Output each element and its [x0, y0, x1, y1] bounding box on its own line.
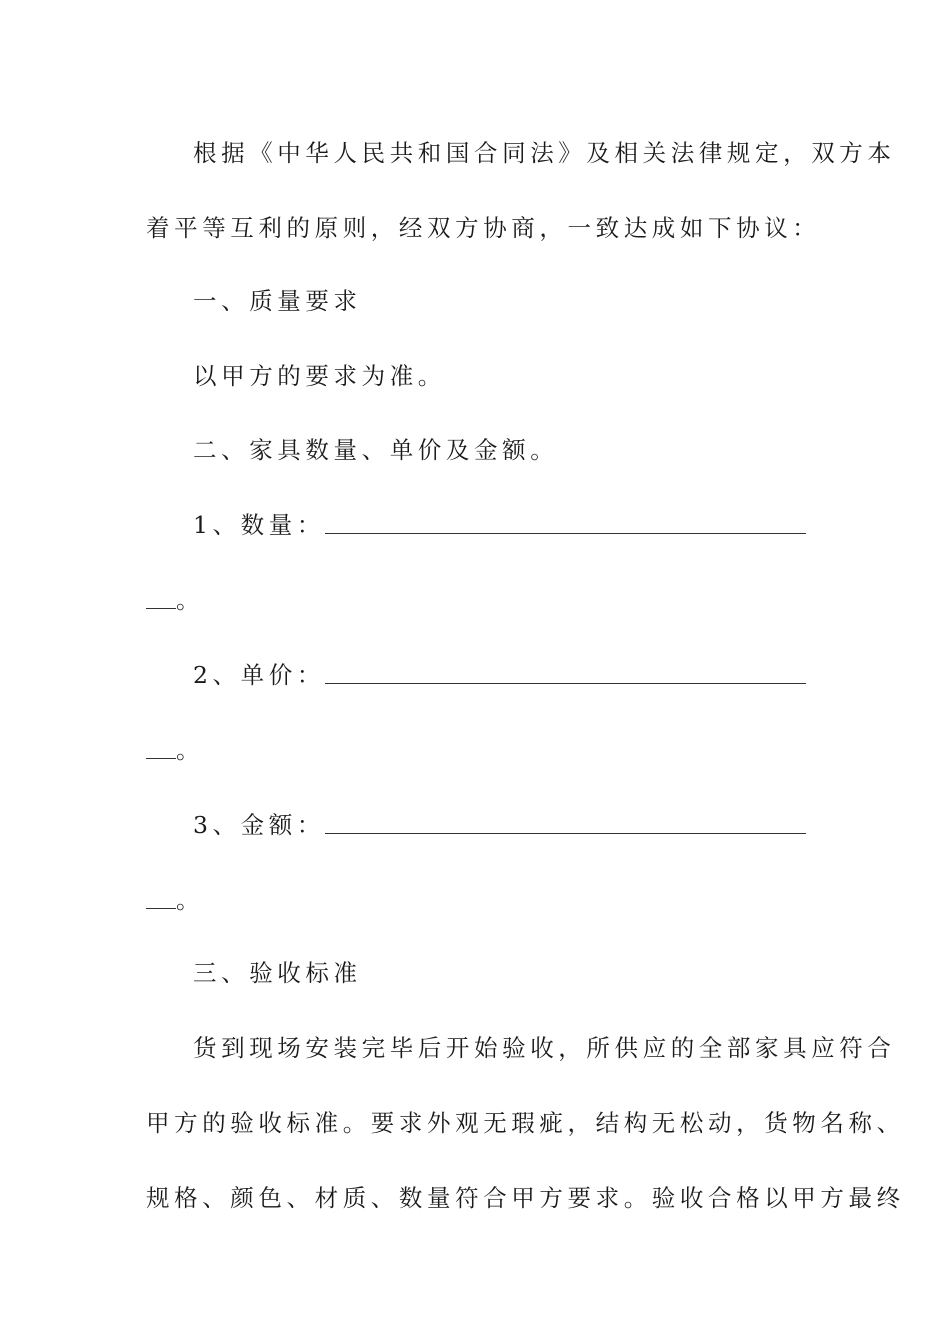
intro-line-2: 着平等互利的原则，经双方协商，一致达成如下协议： — [146, 214, 821, 242]
quantity-tail — [146, 585, 200, 615]
quantity-blank-line — [325, 532, 806, 534]
section-3-line-2: 甲方的验收标准。要求外观无瑕疵，结构无松动，货物名称、 — [146, 1109, 905, 1137]
section-3-line-1: 货到现场安装完毕后开始验收，所供应的全部家具应符合 — [193, 1034, 896, 1062]
unit-price-blank-line — [325, 682, 806, 684]
amount-blank-line — [325, 832, 806, 834]
unit-price-tail — [146, 735, 200, 765]
intro-line-1: 根据《中华人民共和国合同法》及相关法律规定，双方本 — [193, 139, 896, 167]
quantity-blank-tail — [146, 607, 176, 609]
section-1-title: 一、质量要求 — [193, 287, 362, 315]
section-1-body: 以甲方的要求为准。 — [193, 362, 446, 390]
amount-row — [193, 810, 806, 840]
quantity-row — [193, 510, 806, 540]
section-3-line-3: 规格、颜色、材质、数量符合甲方要求。验收合格以甲方最终 — [146, 1184, 905, 1212]
quantity-label: 1、数量： — [193, 511, 325, 539]
amount-tail — [146, 885, 200, 915]
unit-price-label: 2、单价： — [193, 661, 325, 689]
quantity-period: 。 — [176, 586, 200, 614]
section-2-title: 二、家具数量、单价及金额。 — [193, 436, 559, 464]
unit-price-row — [193, 660, 806, 690]
unit-price-period: 。 — [176, 736, 200, 764]
unit-price-blank-tail — [146, 757, 176, 759]
section-3-title: 三、验收标准 — [193, 959, 362, 987]
amount-blank-tail — [146, 907, 176, 909]
amount-period: 。 — [176, 886, 200, 914]
amount-label: 3、金额： — [193, 811, 325, 839]
